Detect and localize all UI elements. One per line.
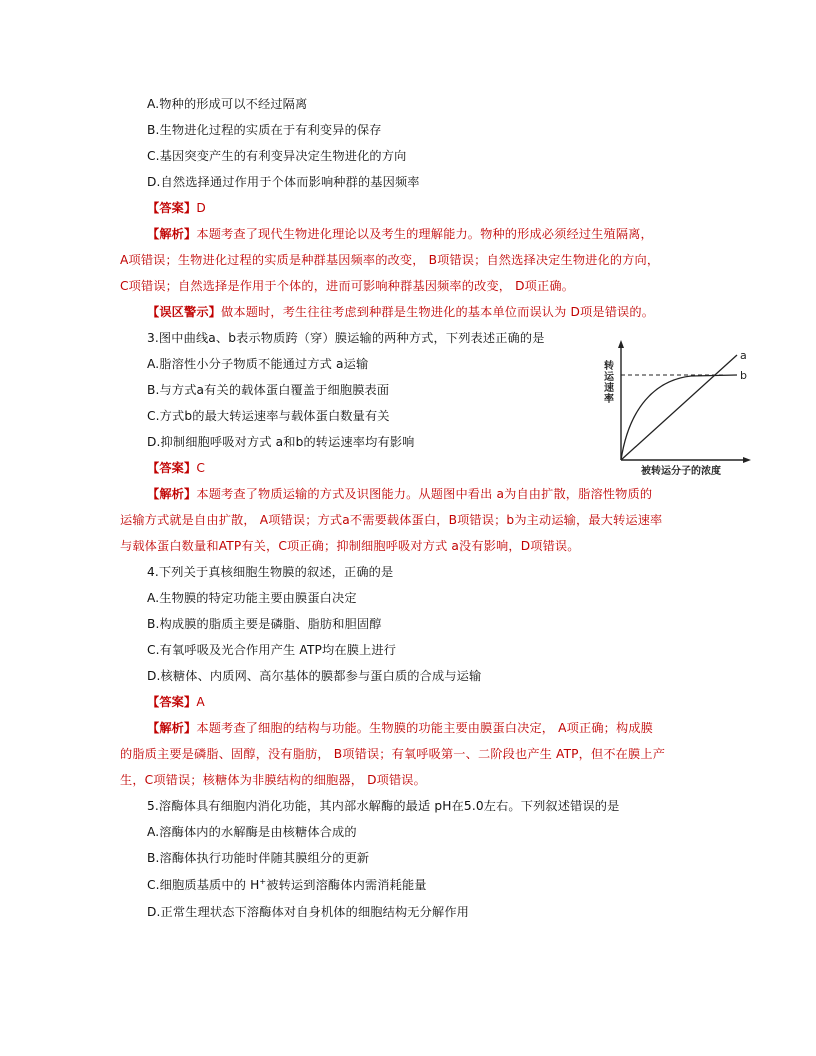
q2-option-d: D.自然选择通过作用于个体而影响种群的基因频率 (147, 175, 420, 189)
answer-value: D (196, 201, 206, 215)
q3-option-d: D.抑制细胞呼吸对方式 a和b的转运速率均有影响 (147, 435, 415, 449)
q5-option-b: B.溶酶体执行功能时伴随其膜组分的更新 (147, 851, 370, 865)
answer-tag: 【答案】 (147, 461, 197, 475)
q3-analysis-line-1 (147, 486, 652, 502)
curve-a (621, 355, 737, 460)
q3-option-a: A.脂溶性小分子物质不能通过方式 a运输 (147, 357, 369, 371)
q5-option-c-after: 被转运到溶酶体内需消耗能量 (266, 878, 427, 892)
x-axis-label: 被转运分子的浓度 (641, 466, 721, 477)
transport-rate-figure (603, 338, 755, 478)
q3-answer (147, 460, 205, 476)
curve-b (621, 375, 737, 460)
q4-option-b: B.构成膜的脂质主要是磷脂、脂肪和胆固醇 (147, 617, 382, 631)
analysis-text: 本题考查了细胞的结构与功能。生物膜的功能主要由膜蛋白决定， A项正确；构成膜 (196, 721, 654, 735)
q2-analysis-line-3: C项错误；自然选择是作用于个体的，进而可影响种群基因频率的改变， D项正确。 (120, 279, 575, 293)
q4-option-d: D.核糖体、内质网、高尔基体的膜都参与蛋白质的合成与运输 (147, 669, 482, 683)
q4-analysis-line-3: 生，C项错误；核糖体为非膜结构的细胞器， D项错误。 (120, 773, 426, 787)
curve-b-label: b (740, 369, 747, 382)
q4-analysis-line-1 (147, 720, 653, 736)
q2-option-c: C.基因突变产生的有利变异决定生物进化的方向 (147, 149, 407, 163)
q2-option-a: A.物种的形成可以不经过隔离 (147, 97, 308, 111)
q3-analysis-line-3: 与载体蛋白数量和ATP有关，C项正确；抑制细胞呼吸对方式 a没有影响，D项错误。 (120, 539, 580, 553)
q2-answer (147, 200, 206, 216)
answer-value: C (196, 461, 206, 475)
q4-answer (147, 694, 205, 710)
transport-rate-chart (603, 338, 755, 478)
q3-option-b: B.与方式a有关的载体蛋白覆盖于细胞膜表面 (147, 383, 390, 397)
q4-stem: 4.下列关于真核细胞生物膜的叙述，正确的是 (147, 565, 394, 579)
q3-stem: 3.图中曲线a、b表示物质跨（穿）膜运输的两种方式，下列表述正确的是 (147, 331, 545, 345)
q3-analysis-line-2: 运输方式就是自由扩散， A项错误；方式a不需要载体蛋白，B项错误；b为主动运输，最大转运速率 (120, 513, 663, 527)
warning-text: 做本题时，考生往往考虑到种群是生物进化的基本单位而误认为 D项是错误的。 (221, 305, 655, 319)
x-axis-arrow-icon (743, 457, 751, 463)
analysis-text: 本题考查了物质运输的方式及识图能力。从题图中看出 a为自由扩散，脂溶性物质的 (196, 487, 653, 501)
q2-analysis-line-1 (147, 226, 653, 242)
y-axis-arrow-icon (618, 340, 624, 348)
q4-option-c: C.有氧呼吸及光合作用产生 ATP均在膜上进行 (147, 643, 397, 657)
y-axis-label: 转运速率 (601, 360, 613, 404)
q2-option-b: B.生物进化过程的实质在于有利变异的保存 (147, 123, 382, 137)
analysis-tag: 【解析】 (147, 487, 197, 501)
warning-tag: 【误区警示】 (147, 305, 222, 319)
answer-value: A (196, 695, 205, 709)
q2-warning (147, 304, 654, 320)
answer-tag: 【答案】 (147, 201, 197, 215)
q4-analysis-line-2: 的脂质主要是磷脂、固醇，没有脂肪， B项错误；有氧呼吸第一、二阶段也产生 ATP，但不在膜上产 (120, 747, 666, 761)
proton-charge: + (259, 876, 267, 886)
analysis-text: 本题考查了现代生物进化理论以及考生的理解能力。物种的形成必须经过生殖隔离， (196, 227, 653, 241)
q3-option-c: C.方式b的最大转运速率与载体蛋白数量有关 (147, 409, 390, 423)
q2-analysis-line-2: A项错误；生物进化过程的实质是种群基因频率的改变， B项错误；自然选择决定生物进化的方向， (120, 253, 660, 267)
q5-option-d: D.正常生理状态下溶酶体对自身机体的细胞结构无分解作用 (147, 905, 469, 919)
analysis-tag: 【解析】 (147, 721, 197, 735)
curve-a-label: a (740, 349, 747, 362)
q4-option-a: A.生物膜的特定功能主要由膜蛋白决定 (147, 591, 357, 605)
analysis-tag: 【解析】 (147, 227, 197, 241)
q5-option-a: A.溶酶体内的水解酶是由核糖体合成的 (147, 825, 357, 839)
answer-tag: 【答案】 (147, 695, 197, 709)
q5-stem: 5.溶酶体具有细胞内消化功能，其内部水解酶的最适 pH在5.0左右。下列叙述错误的是 (147, 799, 620, 813)
q5-option-c (147, 877, 427, 893)
q5-option-c-before: C.细胞质基质中的 H (147, 878, 260, 892)
